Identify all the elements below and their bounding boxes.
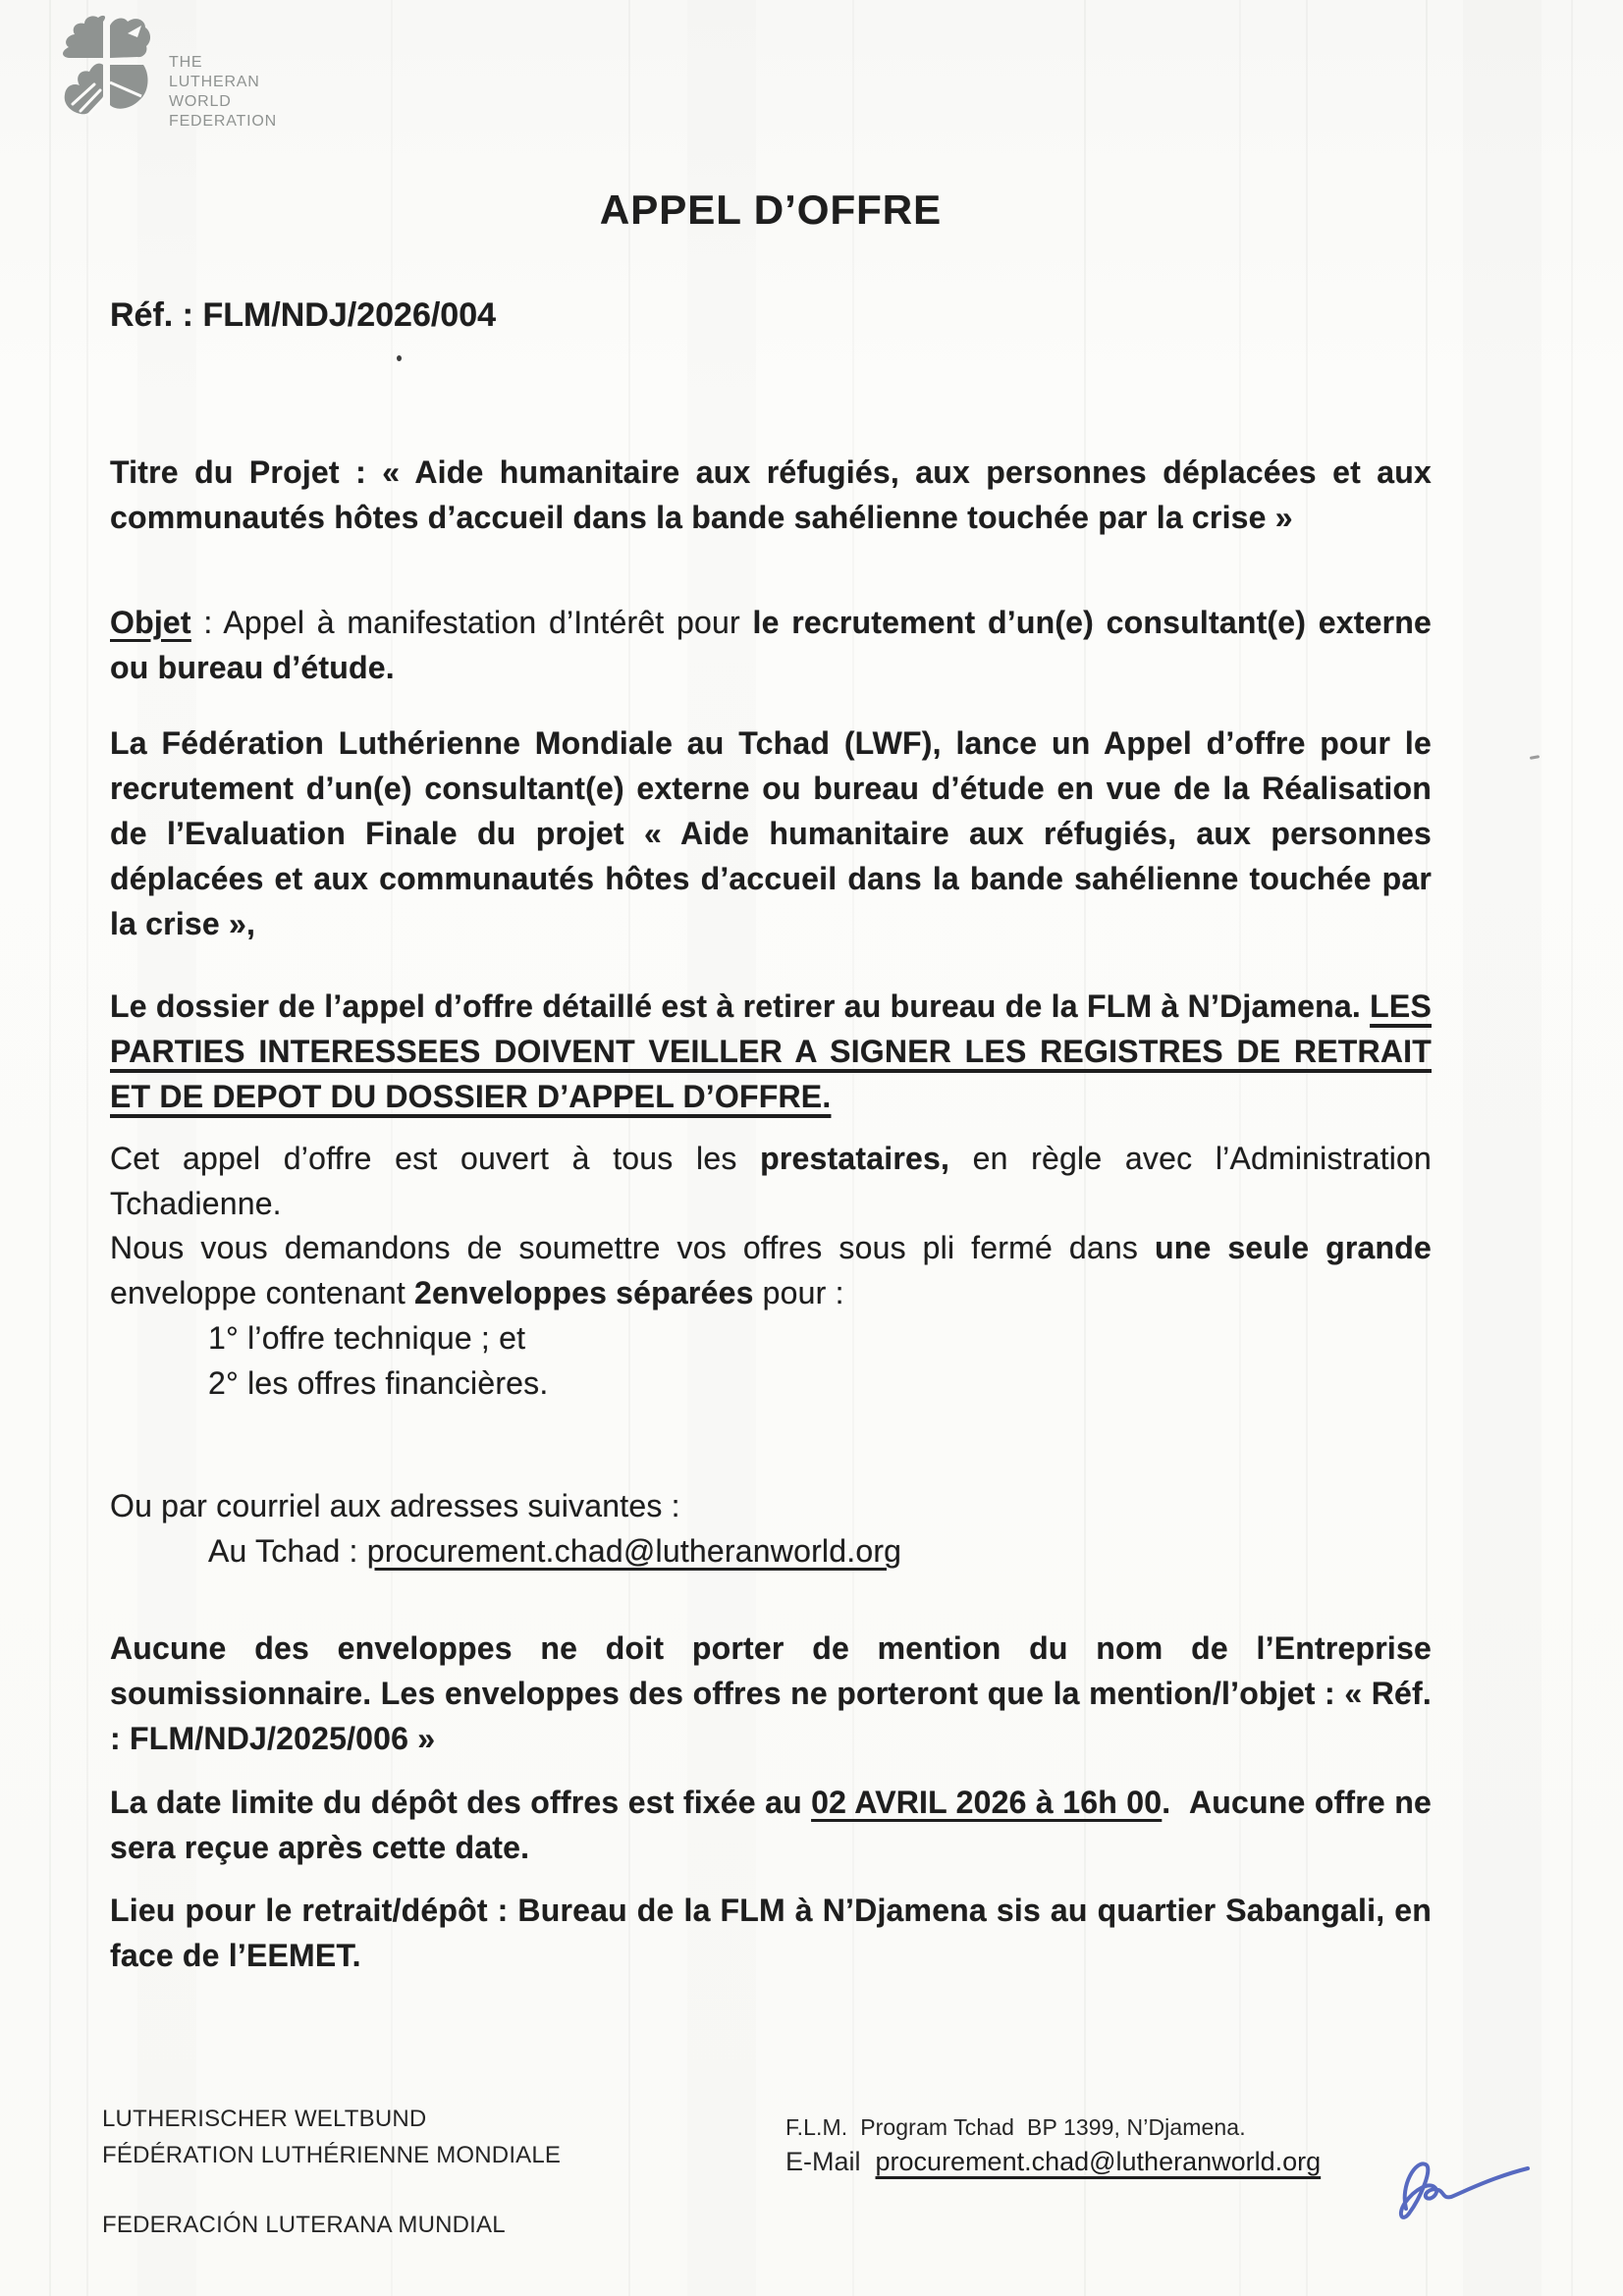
soumission-bold2: 2enveloppes séparées [414, 1275, 754, 1310]
footer-org-fr: FÉDÉRATION LUTHÉRIENNE MONDIALE [102, 2142, 562, 2168]
signature-mark [1373, 2148, 1549, 2251]
footer-address-line: F.L.M. Program Tchad BP 1399, N’Djamena. [785, 2114, 1246, 2140]
lieu-paragraph: Lieu pour le retrait/dépôt : Bureau de la FLM à N’Djamena sis au quartier Sabangali, en face de l’EEMET. [110, 1893, 1432, 1973]
ouverture-post: en règle avec l’Administration Tchadienne. [110, 1141, 1433, 1221]
ouverture-bold: prestataires, [760, 1141, 950, 1176]
footer-org-names [102, 2101, 561, 2243]
soumission-bold1: une seule grande [1154, 1230, 1432, 1265]
courriel-intro: Ou par courriel aux adresses suivantes : [110, 1488, 680, 1523]
lwf-wordmark [169, 53, 277, 132]
dossier-underlined: LES PARTIES INTERESSEES DOIVENT VEILLER A SIGNER LES REGISTRES DE RETRAIT ET DE DEPOT DU DOSSIER D’APPEL D’OFFRE. [110, 988, 1432, 1114]
courriel-pays-label: Au Tchad : [208, 1533, 367, 1569]
scan-streak [1571, 0, 1573, 2296]
wordmark-line: LUTHERAN [169, 74, 260, 90]
footer-email-link[interactable]: procurement.chad@lutheranworld.org [875, 2147, 1322, 2176]
page-title: APPEL D’OFFRE [599, 187, 943, 233]
lwf-logo-icon [59, 14, 153, 122]
wordmark-line: WORLD [169, 93, 232, 110]
soumission-block [110, 1225, 1432, 1406]
objet-label: Objet [110, 605, 191, 640]
ouverture-pre: Cet appel d’offre est ouvert à tous les [110, 1141, 761, 1176]
footer-org-de: LUTHERISCHER WELTBUND [102, 2106, 427, 2132]
reference-line: Réf. : FLM/NDJ/2026/004 [110, 296, 497, 334]
scan-streak [49, 0, 51, 2296]
courriel-tchad-line [110, 1528, 1432, 1574]
dossier-normal: Le dossier de l’appel d’offre détaillé est à retirer au bureau de la FLM à N’Djamena. [110, 988, 1371, 1024]
scan-speck [397, 355, 402, 361]
ouverture-paragraph [110, 1136, 1432, 1226]
footer-contact [785, 2112, 1321, 2181]
date-limite-paragraph [110, 1780, 1432, 1870]
dossier-paragraph [110, 984, 1432, 1119]
wordmark-line: THE [169, 54, 203, 71]
federation-paragraph: La Fédération Luthérienne Mondiale au Tchad (LWF), lance un Appel d’offre pour le recrutement d’un(e) consultant(e) externe ou bureau d’étude en vue de la Réalisation de l’Evaluation Finale du projet « Aide humanitaire aux réfugiés, aux personnes déplacées et aux communautés hôtes d’accueil dans la bande sahélienne touchée par la crise », [110, 725, 1432, 941]
scan-streak [86, 0, 88, 2296]
objet-middle: : Appel à manifestation d’Intérêt pour [190, 605, 753, 640]
footer-org-es: FEDERACIÓN LUTERANA MUNDIAL [102, 2212, 506, 2238]
courriel-block [110, 1483, 1432, 1574]
scan-streak [1463, 0, 1542, 2296]
wordmark-line: FEDERATION [169, 113, 277, 130]
procurement-email-link[interactable]: procurement.chad@lutheranworld.org [366, 1533, 902, 1569]
list-item-offre-technique: 1° l’offre technique ; et [208, 1320, 526, 1356]
soumission-mid: enveloppe contenant [110, 1275, 415, 1310]
date-pre: La date limite du dépôt des offres est fixée au [110, 1785, 812, 1820]
soumission-post: pour : [753, 1275, 844, 1310]
date-post: . Aucune offre ne sera reçue après cette date. [110, 1785, 1432, 1865]
project-title-paragraph: Titre du Projet : « Aide humanitaire aux réfugiés, aux personnes déplacées et aux communautés hôtes d’accueil dans la bande sahélienne touchée par la crise » [110, 454, 1432, 535]
date-deadline: 02 AVRIL 2026 à 16h 00 [811, 1785, 1163, 1820]
objet-paragraph [110, 600, 1432, 690]
scan-speck [1530, 755, 1540, 760]
enveloppes-paragraph: Aucune des enveloppes ne doit porter de mention du nom de l’Entreprise soumissionnaire. Les enveloppes des offres ne porteront que la mention/l’objet : « Réf. : FLM/NDJ/2025/006 » [110, 1630, 1432, 1756]
footer-email-line [785, 2142, 1321, 2181]
list-item-offres-financieres: 2° les offres financières. [208, 1365, 549, 1401]
objet-bold: le recrutement d’un(e) consultant(e) externe ou bureau d’étude. [110, 605, 1432, 685]
footer-email-label: E-Mail [785, 2147, 876, 2176]
soumission-paragraph [110, 1225, 1432, 1315]
soumission-pre: Nous vous demandons de soumettre vos offres sous pli fermé dans [110, 1230, 1155, 1265]
